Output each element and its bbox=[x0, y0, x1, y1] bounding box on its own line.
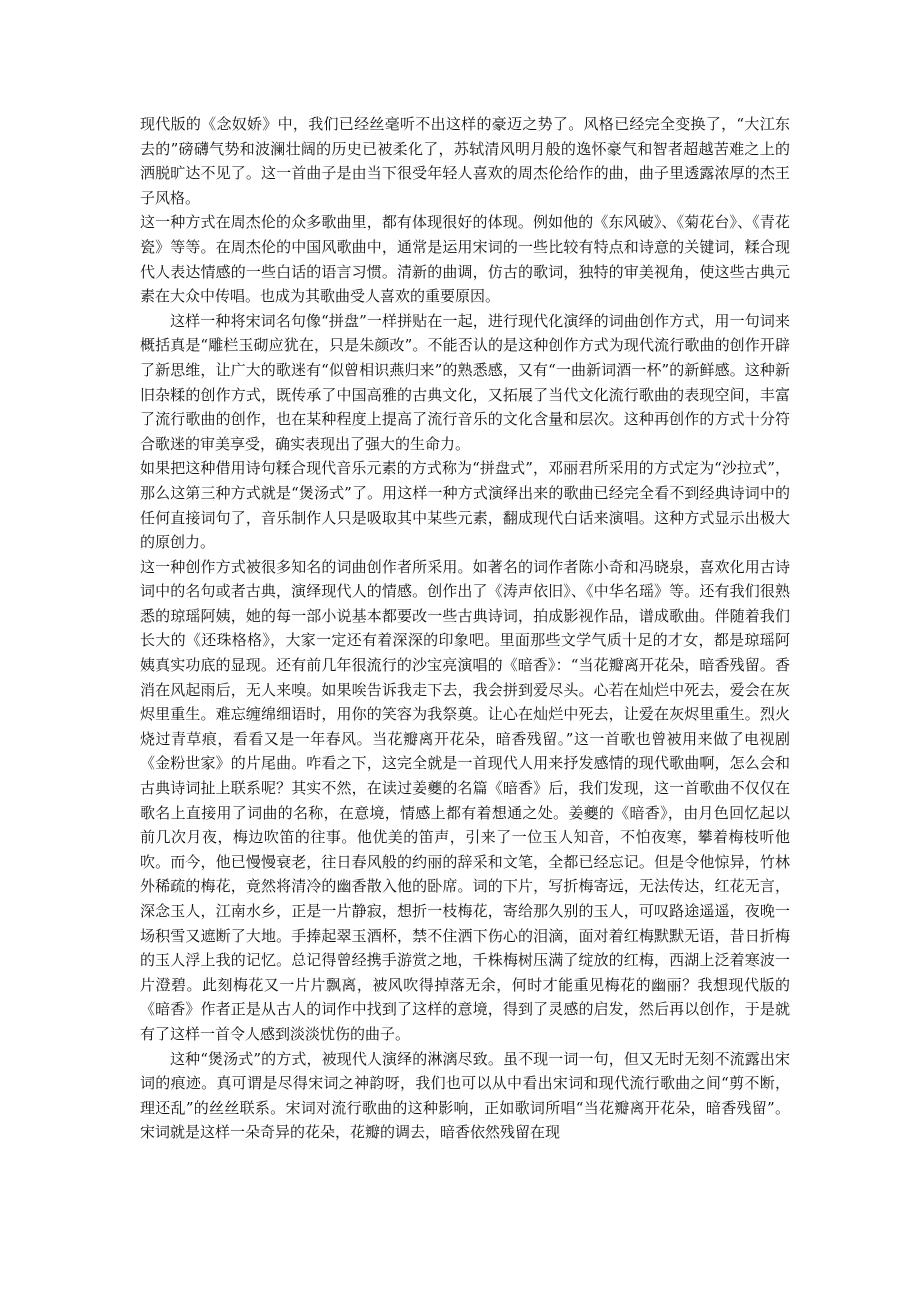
paragraph-5: 这一种创作方式被很多知名的词曲创作者所采用。如著名的词作者陈小奇和冯晓泉，喜欢化用古诗词中的名句或者古典，演绎现代人的情感。创作出了《涛声依旧》、《中华名瑶》等。还有我们很熟悉的琼瑶阿姨，她的每一部小说基本都要改一些古典诗词，拍成影视作品，谱成歌曲。伴随着我们长大的《还珠格格》，大家一定还有着深深的印象吧。里面那些文学气质十足的才女，都是琼瑶阿姨真实功底的显现。还有前几年很流行的沙宝亮演唱的《暗香》：“当花瓣离开花朵，暗香残留。香消在风起雨后，无人来嗅。如果唉告诉我走下去，我会拼到爱尽头。心若在灿烂中死去，爱会在灰烬里重生。难忘缠绵细语时，用你的笑容为我祭奠。让心在灿烂中死去，让爱在灰烬里重生。烈火烧过青草痕，看看又是一年春风。当花瓣离开花朵，暗香残留。”这一首歌也曾被用来做了电视剧《金粉世家》的片尾曲。咋看之下，这完全就是一首现代人用来抒发感情的现代歌曲啊，怎么会和古典诗词扯上联系呢？其实不然，在读过姜夔的名篇《暗香》后，我们发现，这一首歌曲不仅仅在歌名上直接用了词曲的名称，在意境，情感上都有着想通之处。姜夔的《暗香》，由月色回忆起以前几次月夜，梅边吹笛的往事。他优美的笛声，引来了一位玉人知音，不怕夜寒，攀着梅枝听他吹。而今，他已慢慢衰老，往日春风般的约丽的辞采和文笔，全都已经忘记。但是令他惊异，竹林外稀疏的梅花，竟然将清冷的幽香散入他的卧席。词的下片，写折梅寄远，无法传达，红花无言，深念玉人，江南水乡，正是一片静寂，想折一枝梅花，寄给那久别的玉人，可叹路途遥遥，夜晚一场积雪又遮断了大地。手捧起翠玉酒杯，禁不住洒下伤心的泪滴，面对着红梅默默无语，昔日折梅的玉人浮上我的记忆。总记得曾经携手游赏之地，千株梅树压满了绽放的红梅，西湖上泛着寒波一片澄碧。此刻梅花又一片片飘离，被风吹得掉落无余，何时才能重见梅花的幽丽？我想现代版的《暗香》作者正是从古人的词作中找到了这样的意境，得到了灵感的启发，然后再以创作，于是就有了这样一首令人感到淡淡忧伤的曲子。 bbox=[140, 557, 790, 1043]
paragraph-1: 现代版的《念奴娇》中，我们已经丝毫听不出这样的豪迈之势了。风格已经完全变换了，“大江东去的”磅礴气势和波澜壮阔的历史已被柔化了，苏轼清风明月般的逸怀豪气和智者超越苦难之上的洒脱旷达不见了。这一首曲子是由当下很受年轻人喜欢的周杰伦给作的曲，曲子里透露浓厚的杰王子风格。 bbox=[140, 115, 790, 207]
document-body bbox=[140, 112, 790, 1145]
paragraph-2: 这一种方式在周杰伦的众多歌曲里，都有体现很好的体现。例如他的《东风破》、《菊花台》、《青花瓷》等等。在周杰伦的中国风歌曲中，通常是运用宋词的一些比较有特点和诗意的关键词，糅合现代人表达情感的一些白话的语言习惯。清新的曲调，仿古的歌词，独特的审美视角，使这些古典元素在大众中传唱。也成为其歌曲受人喜欢的重要原因。 bbox=[140, 213, 790, 306]
paragraph-6: 这种“煲汤式”的方式，被现代人演绎的淋漓尽致。虽不现一词一句，但又无时无刻不流露出宋词的痕迹。真可谓是尽得宋词之神韵呀，我们也可以从中看出宋词和现代流行歌曲之间“剪不断，理还乱”的丝丝联系。宋词对流行歌曲的这种影响，正如歌词所唱“当花瓣离开花朵，暗香残留”。宋词就是这样一朵奇异的花朵，花瓣的调去，暗香依然残留在现 bbox=[140, 1049, 790, 1142]
paragraph-3: 这样一种将宋词名句像“拼盘”一样拼贴在一起，进行现代化演绎的词曲创作方式，用一句词来概括真是“雕栏玉砌应犹在，只是朱颜改”。不能否认的是这种创作方式为现代流行歌曲的创作开辟了新思维，让广大的歌迷有“似曾相识燕归来”的熟悉感，又有“一曲新词酒一杯”的新鲜感。这种新旧杂糅的创作方式，既传承了中国高雅的古典文化，又拓展了当代文化流行歌曲的表现空间，丰富了流行歌曲的创作，也在某种程度上提高了流行音乐的文化含量和层次。这种再创作的方式十分符合歌迷的审美享受，确实表现出了强大的生命力。 bbox=[140, 311, 790, 453]
paragraph-4: 如果把这种借用诗句糅合现代音乐元素的方式称为“拼盘式”，邓丽君所采用的方式定为“沙拉式”，那么这第三种方式就是“煲汤式”了。用这样一种方式演绎出来的歌曲已经完全看不到经典诗词中的任何直接词句了，音乐制作人只是吸取其中某些元素，翻成现代白话来演唱。这种方式显示出极大的原创力。 bbox=[140, 459, 790, 552]
